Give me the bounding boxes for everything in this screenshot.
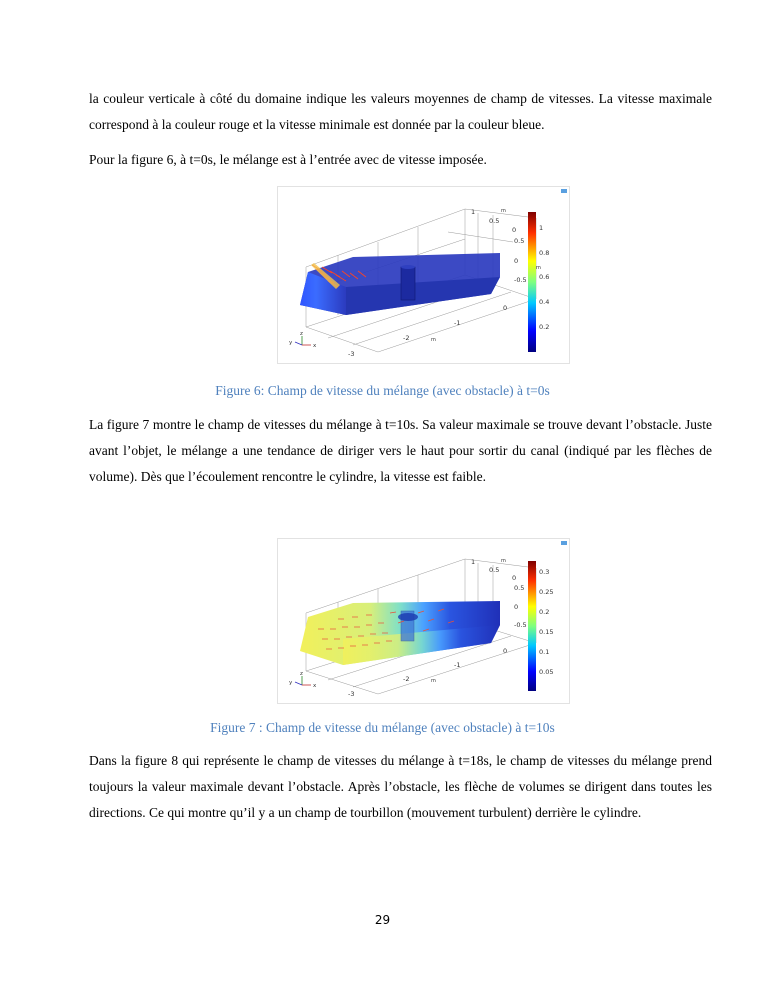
axis-triad xyxy=(289,331,317,349)
page-number: 29 xyxy=(374,913,391,927)
figure-6-image xyxy=(277,186,570,364)
cb-tick: 0.15 xyxy=(539,628,554,636)
axis-tick: -1 xyxy=(454,661,461,669)
paragraph-4: Dans la figure 8 qui représente le champ de vitesses du mélange à t=18s, le champ de vitesses du mélange prend toujours la valeur maximale devant l’obstacle. Après l’obstacle, les flèche de volumes se dirigent dans toutes les directions. Ce qui montre qu’il y a un champ de tourbillon (mouvement turbulent) derrière le cylindre. xyxy=(89,753,712,820)
axis-tick: -2 xyxy=(403,334,410,342)
axis-tick: -1 xyxy=(454,319,461,327)
axis-tick: 0.5 xyxy=(489,566,500,574)
axis-unit: m xyxy=(501,558,506,564)
axis-tick: 0.5 xyxy=(489,217,500,225)
obstacle-top xyxy=(401,265,415,269)
cb-tick: 0.4 xyxy=(539,298,550,306)
cb-tick: 0.2 xyxy=(539,323,550,331)
figure-7-caption: Figure 7 : Champ de vitesse du mélange (avec obstacle) à t=10s xyxy=(210,720,555,735)
cb-tick: 0.1 xyxy=(539,648,550,656)
axis-tick: -3 xyxy=(348,690,355,698)
cb-tick: 0.3 xyxy=(539,568,550,576)
toolbar-icon xyxy=(561,541,567,545)
axis-tick: 0.5 xyxy=(514,584,525,592)
axis-unit: m xyxy=(501,208,506,214)
cb-tick: 0.8 xyxy=(539,249,550,257)
colorbar xyxy=(528,561,536,691)
colorbar xyxy=(528,212,536,352)
axis-tick: 0.5 xyxy=(514,237,525,245)
cb-tick: 0.6 xyxy=(539,273,550,281)
obstacle-cylinder xyxy=(401,267,415,300)
cb-tick: 0.25 xyxy=(539,588,554,596)
cb-tick: 0.05 xyxy=(539,668,554,676)
axis-tick: 1 xyxy=(471,558,476,566)
axis-tick: -3 xyxy=(348,350,355,358)
figure-6-caption: Figure 6: Champ de vitesse du mélange (avec obstacle) à t=0s xyxy=(215,383,550,398)
paragraph-3: La figure 7 montre le champ de vitesses du mélange à t=10s. Sa valeur maximale se trouve devant l’obstacle. Juste avant l’objet, le mélange a une tendance de diriger vers le haut pour sortir du canal (indiqué par les flèches de volume). Dès que l’écoulement rencontre le cylindre, la vitesse est faible. xyxy=(89,417,712,484)
axis-tick: 1 xyxy=(471,208,476,216)
axis-tick: -2 xyxy=(403,675,410,683)
axis-unit: m xyxy=(431,337,436,343)
axis-unit: m xyxy=(431,678,436,684)
axis-tick: -0.5 xyxy=(514,276,527,284)
svg-text:z: z xyxy=(300,671,303,677)
paragraph-1: la couleur verticale à côté du domaine indique les valeurs moyennes de champ de vitesses. La vitesse maximale correspond à la couleur rouge et la vitesse minimale est donnée par la couleur bleue. xyxy=(89,91,712,132)
obstacle-wake xyxy=(398,613,418,621)
svg-text:y: y xyxy=(289,340,293,346)
axis-unit: m xyxy=(536,265,541,271)
axis-triad xyxy=(289,671,317,689)
figure-7-image xyxy=(277,538,570,704)
axis-tick: 0 xyxy=(503,304,508,312)
toolbar-icon xyxy=(561,189,567,193)
cb-tick: 0.2 xyxy=(539,608,550,616)
axis-tick: 0 xyxy=(512,574,517,582)
paragraph-2: Pour la figure 6, à t=0s, le mélange est à l’entrée avec de vitesse imposée. xyxy=(89,152,487,167)
axis-tick: 0 xyxy=(503,647,508,655)
axis-tick: 0 xyxy=(514,603,519,611)
svg-text:x: x xyxy=(313,683,317,689)
axis-tick: 0 xyxy=(512,226,517,234)
svg-text:z: z xyxy=(300,331,303,337)
axis-tick: 0 xyxy=(514,257,519,265)
cb-tick: 1 xyxy=(539,224,544,232)
svg-text:x: x xyxy=(313,343,317,349)
axis-tick: -0.5 xyxy=(514,621,527,629)
svg-text:y: y xyxy=(289,680,293,686)
